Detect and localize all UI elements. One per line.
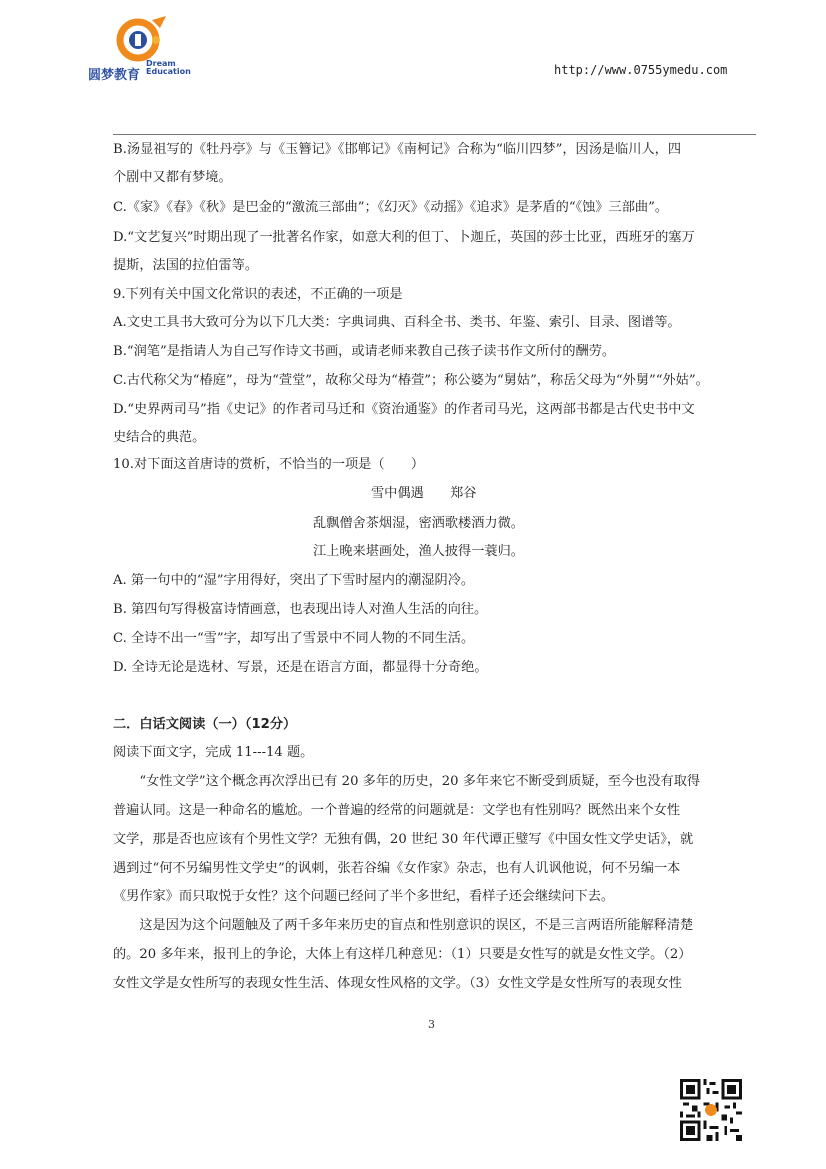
poem-line-1: 乱飘僧舍茶烟湿，密洒歌楼酒力微。 bbox=[313, 516, 524, 531]
logo-english-text bbox=[146, 60, 191, 76]
text-line: B.汤显祖写的《牡丹亭》与《玉簪记》《邯郸记》《南柯记》合称为“临川四梦”，因汤是临川人，四 bbox=[113, 142, 682, 157]
text-line: 史结合的典范。 bbox=[113, 430, 206, 445]
logo-chinese-text: 圆梦教育 bbox=[88, 68, 141, 83]
logo-english-line-1: Dream bbox=[146, 59, 176, 68]
passage-line: 《男作家》而只取悦于女性？这个问题已经问了半个多世纪，看样子还会继续问下去。 bbox=[113, 889, 615, 904]
passage-line: 这是因为这个问题触及了两千多年来历史的盲点和性别意识的误区，不是三言两语所能解释清楚 bbox=[113, 918, 694, 933]
page-header bbox=[0, 0, 826, 100]
question-9-option-b: B.“润笔”是指请人为自己写作诗文书画，或请老师来教自己孩子读书作文所付的酬劳。 bbox=[113, 344, 616, 359]
question-10: 10.对下面这首唐诗的赏析，不恰当的一项是（ ） bbox=[113, 457, 425, 472]
question-10-option-a: A. 第一句中的“湿”字用得好，突出了下雪时屋内的潮湿阴冷。 bbox=[113, 573, 475, 588]
passage-line: 的。20 多年来，报刊上的争论，大体上有这样几种意见：（1）只要是女性写的就是女性文学。（2） bbox=[113, 947, 692, 962]
question-10-option-c: C. 全诗不出一“雪”字，却写出了雪景中不同人物的不同生活。 bbox=[113, 631, 475, 646]
section-heading: 二．白话文阅读（一）（12分） bbox=[113, 717, 297, 732]
text-line: 提斯，法国的拉伯雷等。 bbox=[113, 258, 259, 273]
question-9-option-a: A.文史工具书大致可分为以下几大类：字典词典、百科全书、类书、年鉴、索引、目录、图谱等。 bbox=[113, 315, 681, 330]
question-9-option-c: C.古代称父为“椿庭”，母为“萱堂”，故称父母为“椿萱”；称公婆为“舅姑”，称岳父母为“外舅”“外姑”。 bbox=[113, 373, 709, 388]
logo-english-line-2: Education bbox=[146, 67, 191, 76]
question-10-option-b: B. 第四句写得极富诗情画意，也表现出诗人对渔人生活的向往。 bbox=[113, 602, 488, 617]
dream-education-logo bbox=[88, 14, 198, 84]
question-10-option-d: D. 全诗无论是选材、写景，还是在语言方面，都显得十分奇绝。 bbox=[113, 660, 488, 675]
passage-line: “女性文学”这个概念再次浮出已有 20 多年的历史，20 多年来它不断受到质疑，至今也没有取得 bbox=[113, 774, 701, 789]
passage-line: 遇到过“何不另编男性文学史”的讽刺，张若谷编《女作家》杂志，也有人讥讽他说，何不另编一本 bbox=[113, 861, 681, 876]
logo-emblem-icon bbox=[108, 14, 178, 64]
text-line: D.“文艺复兴”时期出现了一批著名作家，如意大利的但丁、卜迦丘，英国的莎士比亚，西班牙的塞万 bbox=[113, 230, 695, 245]
poem-line-2: 江上晚来堪画处，渔人披得一蓑归。 bbox=[313, 544, 524, 559]
section-instruction: 阅读下面文字，完成 11---14 题。 bbox=[113, 745, 314, 760]
header-divider bbox=[113, 134, 756, 135]
passage-line: 普遍认同。这是一种命名的尴尬。一个普遍的经常的问题就是：文学也有性别吗？既然出来个女性 bbox=[113, 803, 681, 818]
passage-line: 文学，那是否也应该有个男性文学？无独有偶，20 世纪 30 年代谭正璧写《中国女性文学史话》，就 bbox=[113, 832, 694, 847]
passage-line: 女性文学是女性所写的表现女性生活、体现女性风格的文学。（3）女性文学是女性所写的表现女性 bbox=[113, 976, 682, 991]
text-line: 个剧中又都有梦境。 bbox=[113, 170, 232, 185]
site-url[interactable]: http://www.0755ymedu.com bbox=[554, 63, 728, 77]
text-line: C.《家》《春》《秋》是巴金的“激流三部曲”；《幻灭》《动摇》《追求》是茅盾的“《蚀》三部曲”。 bbox=[113, 200, 669, 215]
question-9: 9.下列有关中国文化常识的表述，不正确的一项是 bbox=[113, 287, 403, 302]
poem-title: 雪中偶遇 郑谷 bbox=[371, 486, 477, 501]
question-9-option-d: D.“史界两司马”指《史记》的作者司马迁和《资治通鉴》的作者司马光，这两部书都是古代史书中文 bbox=[113, 402, 695, 417]
qr-code-icon[interactable] bbox=[680, 1079, 742, 1141]
page-number: 3 bbox=[428, 1018, 435, 1031]
